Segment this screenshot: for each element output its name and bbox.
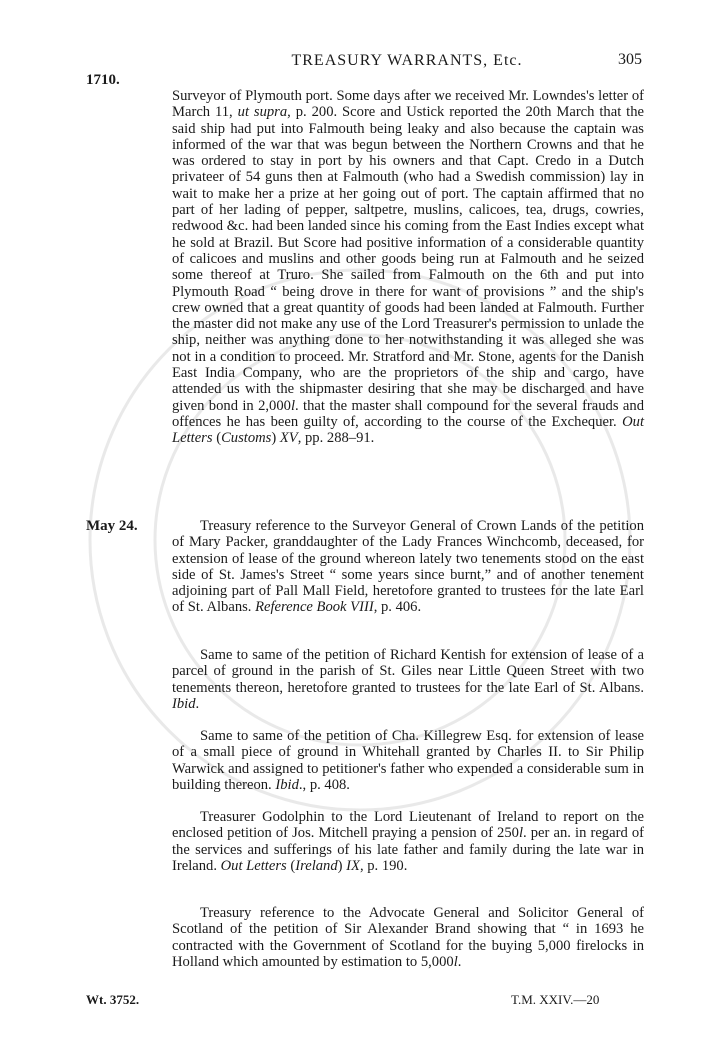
text-run: .	[195, 695, 200, 712]
italic-run: Customs	[221, 430, 272, 447]
text-run: )	[271, 430, 280, 447]
italic-run: Out Letters	[220, 857, 287, 874]
margin-year: 1710.	[86, 72, 120, 88]
paragraph-3	[172, 647, 644, 712]
printer-mark: Wt. 3752.	[86, 992, 140, 1007]
paragraph-1	[172, 88, 644, 447]
text-run: . per an. in regard of the services and sufferings of his late father and family during the late war in Ireland.	[172, 825, 644, 874]
text-run: Treasury reference to the Surveyor General of Crown Lands of the petition of Mary Packer, granddaughter of the Lady Frances Winchcomb, deceased, for extension of lease of the ground whereon lately two tenements stood on the east side of St. James's Street “ some years since burnt,” and of another tenement adjoining part of Pall Mall Field, heretofore granted to trustees for the late Earl of St. Albans.	[172, 518, 644, 616]
text-run: ., p. 408.	[298, 776, 350, 793]
italic-run: XV	[279, 430, 298, 447]
page-number: 305	[618, 51, 642, 68]
paragraph-5	[172, 809, 644, 874]
paragraph-6	[172, 905, 644, 970]
italic-run: Ibid	[275, 776, 299, 793]
text-run: .	[457, 953, 462, 970]
italic-run: Ibid	[172, 695, 196, 712]
text-run: Same to same of the petition of Richard Kentish for extension of lease of a parcel of ground in the parish of St. Giles near Little Queen Street with two tenements thereon, heretofore granted to trustees for the late Earl of St. Albans.	[172, 647, 644, 696]
margin-date: May 24.	[86, 518, 138, 534]
italic-run: l	[453, 953, 458, 970]
text-run: , p. 406.	[373, 599, 422, 616]
text-run: Surveyor of Plymouth port. Some days after we received Mr. Lowndes's letter of March 11,	[172, 88, 644, 121]
text-run: . that the master shall compound for the several frauds and offences he has been guilty of, according to the course of the Exchequer.	[172, 397, 644, 430]
text-run: , p. 190.	[359, 857, 408, 874]
running-head: TREASURY WARRANTS, Etc.	[291, 52, 523, 69]
text-run: Same to same of the petition of Cha. Killegrew Esq. for extension of lease of a small piece of ground in Whitehall granted by Charles II. to Sir Philip Warwick and assigned to petitioner's father who expended a considerable sum in building thereon.	[172, 728, 644, 793]
text-run: , p. 200. Score and Ustick reported the 20th March that the said ship had put into Falmouth being leaky and also because the captain was informed of the war that was begun between the Northern Crowns and that he was ordered to stay in port by his owners and that Capt. Credo in a Dutch privateer of 54 guns then at Falmouth (who had a Swedish commission) lay in wait to make her a prize at her going out of port. The captain affirmed that no part of her lading of pepper, saltpetre, muslins, calicoes, tea, drugs, cowries, redwood &c. had been landed since his coming from the East Indies except what he sold at Brazil. But Score had positive information of a considerable quantity of calicoes and muslins and other goods being run at Falmouth and he seized some thereof at Truro. She sailed from Falmouth on the 6th and put into Plymouth Road “ being drove in there for want of provisions ” and the ship's crew owned that a great quantity of goods had been landed at Falmouth. Further the master did not make any use of the Lord Treasurer's permission to unlade the ship, neither was anything done to her notwithstanding it was alleged she was not in a condition to proceed. Mr. Stratford and Mr. Stone, agents for the Danish East India Company, who are the proprietors of the ship and cargo, have attended us with the shipmaster desiring that she may be discharged and have given bond in 2,000	[172, 104, 645, 414]
text-run: (	[212, 430, 222, 447]
paragraph-4	[172, 728, 644, 793]
italic-run: ut supra	[237, 104, 288, 121]
italic-run: Out Letters	[172, 413, 644, 447]
text-run: (	[286, 857, 296, 874]
text-run: Treasury reference to the Advocate General and Solicitor General of Scotland of the petition of Sir Alexander Brand showing that “ in 1693 he contracted with the Government of Scotland for the buying 5,000 firelocks in Holland which amounted by estimation to 5,000	[172, 905, 644, 970]
signature-mark: T.M. XXIV.—20	[511, 992, 600, 1007]
italic-run: IX	[346, 857, 360, 874]
paragraph-2	[172, 518, 644, 616]
italic-run: Reference Book VIII	[255, 599, 374, 616]
italic-run: l	[518, 825, 524, 842]
text-run: , pp. 288–91.	[297, 430, 375, 447]
italic-run: l	[290, 397, 296, 414]
text-run: Treasurer Godolphin to the Lord Lieutenant of Ireland to report on the enclosed petition of Jos. Mitchell praying a pension of 250	[172, 809, 644, 842]
text-run: )	[337, 857, 347, 874]
italic-run: Ireland	[295, 857, 338, 874]
